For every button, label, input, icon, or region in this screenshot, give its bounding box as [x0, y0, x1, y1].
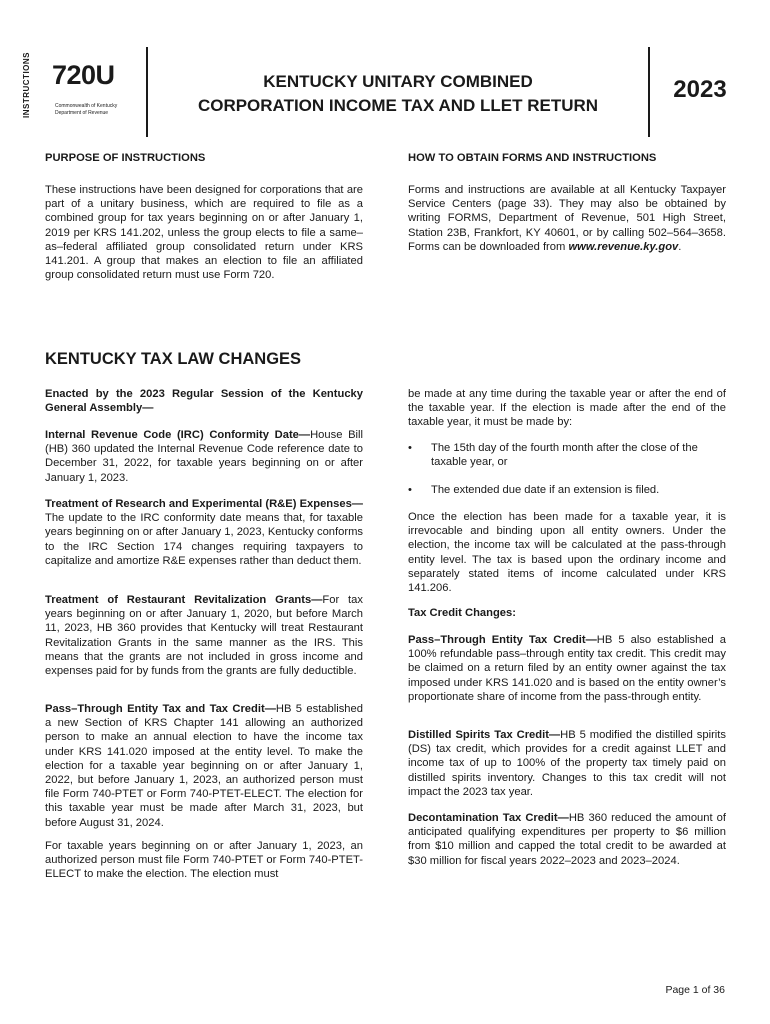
title-line-2: CORPORATION INCOME TAX AND LLET RETURN: [197, 96, 599, 115]
taxable-years-paragraph: For taxable years beginning on or after January 1, 2023, an authorized person must file Form 740-PTET or Form 740-PTET-ELECT to make the election. The election must: [45, 840, 363, 881]
side-label-instructions: INSTRUCTIONS: [22, 52, 31, 118]
ds-text: HB 5 modified the distilled spirits (DS) tax credit, which provides for a credit against LLET and income tax of up to 100% of the property tax timely paid on distilled spirits inventory. Changes to this tax credit will not impact the 2023 tax year.: [408, 729, 726, 798]
list-item: [408, 483, 726, 499]
title-line-1: KENTUCKY UNITARY COMBINED: [263, 72, 533, 91]
ptc-text: HB 5 also established a 100% refundable pass–through entity tax credit. This credit may be claimed on a return filed by an entity owner against the tax imposed under KRS 141.020 and is based on the entity owner’s proportionate share of income from the pass-through entity.: [408, 634, 726, 703]
bullet-icon: •: [408, 442, 412, 454]
ds-paragraph: [408, 728, 726, 799]
decon-paragraph: [408, 811, 726, 868]
rrg-paragraph: [45, 593, 363, 678]
bullet-text: The extended due date if an extension is filed.: [431, 484, 660, 496]
ptc-paragraph: [408, 633, 726, 704]
purpose-text: These instructions have been designed for corporations that are part of a unitary business, which are required to file as a combined group for tax years beginning on or after January 1, 2019 per KRS 141.202, unless the group elects to file a same–as–federal affiliated group consolidated return under KRS 141.201. A group that makes an election to file an affiliated group consolidated return must use Form 720.: [45, 184, 363, 282]
decon-text: HB 360 reduced the amount of anticipated qualifying expenditures per property to $6 million from $10 million and capped the total credit to be awarded at $30 million for fiscal years 2022–2023 and 2023–2024.: [408, 812, 726, 867]
once-election-paragraph: Once the election has been made for a taxable year, it is irrevocable and binding upon all entity owners. Under the election, the income tax will be calculated at the pass-through entity level. The tax is based upon the ordinary income and separately stated items of income calculated under KRS 141.206.: [408, 511, 726, 595]
rne-text: The update to the IRC conformity date means that, for taxable years beginning on or after January 1, 2023, Kentucky conforms to the IRC Section 174 changes requiring taxpayers to capitalize and amortize R&E expenses rather than deduct them.: [45, 512, 363, 567]
tax-year: 2023: [673, 76, 727, 103]
pte-paragraph: [45, 702, 363, 830]
irc-paragraph: [45, 428, 363, 485]
obtain-heading: HOW TO OBTAIN FORMS AND INSTRUCTIONS: [408, 152, 657, 164]
decon-heading: Decontamination Tax Credit—: [408, 812, 569, 824]
obtain-text: Forms and instructions are available at all Kentucky Taxpayer Service Centers (page 33). They may also be obtained by writing FORMS, Department of Revenue, 501 High Street, Station 23B, Frankfort, KY 40601, or by calling 502–564–3658. Forms can be downloaded from: [408, 184, 726, 253]
pte-heading: Pass–Through Entity Tax and Tax Credit—: [45, 703, 276, 715]
election-continued-text: be made at any time during the taxable year or after the end of the taxable year. If the election is made after the end of the taxable year, it must be made by:: [408, 388, 726, 429]
agency-line-1: Commonwealth of Kentucky: [55, 103, 118, 109]
obtain-text-end: .: [678, 240, 682, 253]
revenue-website-link[interactable]: www.revenue.ky.gov: [568, 240, 679, 253]
obtain-paragraph: [408, 183, 726, 254]
tax-credit-changes-heading: Tax Credit Changes:: [408, 607, 516, 619]
ds-heading: Distilled Spirits Tax Credit—: [408, 729, 561, 741]
purpose-heading: PURPOSE OF INSTRUCTIONS: [45, 152, 206, 164]
pte-text: HB 5 established a new Section of KRS Chapter 141 allowing an authorized person to make an annual election to have the income tax under KRS 141.020 imposed at the entity level. To make the election for a taxable year beginning on or after January 1, 2022, but before January 1, 2023, an authorized person must file Form 740-PTET or Form 740-PTET-ELECT. The election for this taxable year must be made after March 31, 2023, but before August 31, 2024.: [45, 703, 363, 829]
agency-name: [55, 103, 117, 117]
bullet-text: The 15th day of the fourth month after the close of the taxable year, or: [431, 442, 698, 469]
form-number: 720U: [52, 60, 115, 90]
rne-heading: Treatment of Research and Experimental (R&E) Expenses—: [45, 498, 363, 510]
enacted-heading: Enacted by the 2023 Regular Session of the Kentucky General Assembly—: [45, 388, 363, 415]
irc-text: House Bill (HB) 360 updated the Internal Revenue Code reference date to December 31, 2022, for taxable years beginning on or after January 1, 2023.: [45, 429, 363, 484]
rne-paragraph: [45, 497, 363, 568]
page-title: [148, 70, 648, 118]
page-number: Page 1 of 36: [665, 984, 725, 996]
rrg-text: For tax years beginning on or after January 1, 2020, but before March 11, 2023, HB 360 provides that Kentucky will treat Restaurant Revitalization Grants in the same manner as the IRS. This means that the grants are not included in gross income and expenses paid for by funds from the grants are fully deductible.: [45, 594, 363, 678]
irc-heading: Internal Revenue Code (IRC) Conformity Date—: [45, 429, 311, 441]
rrg-heading: Treatment of Restaurant Revitalization Grants—: [45, 594, 323, 606]
list-item: [408, 441, 726, 471]
ptc-heading: Pass–Through Entity Tax Credit—: [408, 634, 597, 646]
agency-line-2: Department of Revenue: [55, 110, 109, 116]
tax-law-changes-title: KENTUCKY TAX LAW CHANGES: [45, 350, 302, 368]
bullet-icon: •: [408, 484, 412, 496]
